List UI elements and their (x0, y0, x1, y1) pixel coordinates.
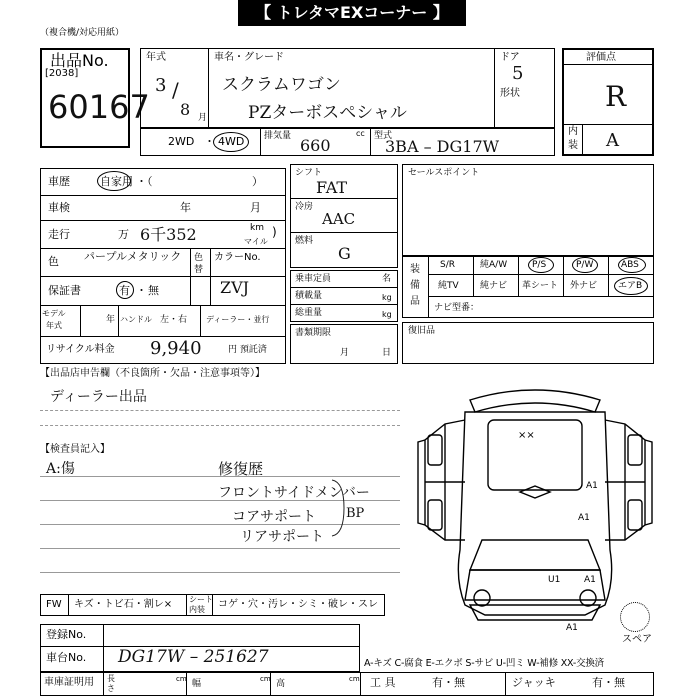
car-diagram (410, 380, 660, 635)
equipment-label-2: 備 (410, 280, 420, 291)
mileage-km: km (250, 223, 264, 233)
displacement-value: 660 (300, 136, 331, 155)
equip-abs: ABS (621, 260, 639, 270)
cert-label: 車庫証明用 (44, 677, 94, 688)
year-label: 年式 (146, 52, 166, 63)
inspector-line-3: コアサポート (232, 509, 316, 525)
equip-aw: 純A/W (480, 260, 508, 270)
shift-value: FAT (316, 178, 348, 197)
color-side-1: 色 (194, 253, 204, 263)
shift-label: シフト (295, 168, 323, 178)
model-year-label-1: モデル (42, 309, 66, 318)
lot-label: 出品No. (50, 51, 109, 70)
interior-label-1: 内 (568, 126, 578, 137)
capacity-label: 乗車定員 (295, 274, 332, 284)
load-label: 積載量 (295, 291, 323, 301)
cert-width: 幅 (192, 679, 202, 689)
vehicle-detail-table (40, 168, 286, 364)
model-name: スクラムワゴン (222, 75, 341, 95)
load-unit: kg (382, 293, 392, 302)
bracket-mark (330, 478, 350, 538)
year-slash: / (172, 78, 179, 102)
equip-sr: S/R (440, 260, 455, 270)
equip-tv: 純TV (438, 281, 459, 291)
cert-height: 高 (276, 679, 286, 689)
doors-label: ドア (500, 52, 520, 63)
equip-ps: P/S (532, 260, 547, 270)
history-value: 自家用 (100, 175, 133, 188)
color-label: 色 (48, 255, 59, 268)
mark-xx: ×× (518, 430, 535, 441)
drive-2wd: 2WD (168, 135, 195, 148)
recycle-value: 9,940 (150, 338, 202, 359)
model-year-label-2: 年式 (46, 321, 62, 330)
interior-label-2: 装 (568, 140, 578, 151)
inspector-left: A:傷 (46, 461, 75, 477)
capacity-unit: 名 (382, 274, 392, 284)
fuel-label: 燃料 (295, 236, 314, 246)
mileage-label: 走行 (48, 228, 70, 241)
spare-label: スペア (622, 634, 652, 645)
tools-label: 工 具 (370, 676, 396, 689)
cert-length-cm: cm (176, 675, 187, 683)
sales-point-label: セールスポイント (408, 168, 480, 178)
aircon-value: AAC (322, 210, 356, 228)
equipment-label-3: 品 (410, 296, 420, 307)
reg-no-label: 登録No. (46, 628, 87, 641)
weight-unit: kg (382, 310, 392, 319)
dealer-label: ディーラー・並行 (206, 315, 270, 324)
color-code-label: カラーNo. (214, 252, 261, 263)
type-value: 3BA – DG17W (385, 137, 500, 156)
doc-period-label: 書類期限 (295, 328, 332, 338)
displacement-unit: cc (356, 129, 365, 138)
aircon-label: 冷房 (295, 202, 314, 212)
recycle-label: リサイクル料金 (46, 344, 115, 355)
month-value: 8 (180, 100, 191, 119)
equip-navi: 純ナビ (480, 281, 508, 291)
inspector-line-1: 修復歴 (218, 460, 264, 478)
damage-legend: A-キズ C-腐食 E-エクボ S-サビ U-凹ミ W-補修 XX-交換済 (364, 658, 604, 669)
mark-a1-3: A1 (584, 575, 596, 585)
recycle-unit: 円 預託済 (228, 345, 267, 355)
mileage-value: 6千352 (140, 225, 197, 244)
rating-label: 評価点 (586, 52, 616, 63)
model-grade: PZターボスペシャル (248, 103, 407, 123)
chassis-label: 車台No. (46, 651, 87, 664)
inspector-notes-label: 【検査員記入】 (40, 444, 110, 455)
color-code-value: ZVJ (220, 278, 250, 297)
cert-length-2: さ (107, 684, 115, 693)
doc-period-month: 月 (340, 348, 350, 358)
type-label: 型式 (374, 131, 393, 141)
mark-a1-2: A1 (578, 513, 590, 523)
top-note: （複合機/対応用紙） (40, 28, 125, 38)
page-header: 【 トレタマEXコーナー 】 (238, 0, 466, 26)
cert-width-cm: cm (260, 675, 271, 683)
mark-a1-4: A1 (566, 623, 578, 633)
equip-ext-navi: 外ナビ (570, 281, 598, 291)
equip-pw: P/W (576, 260, 594, 270)
equipment-label-1: 装 (410, 264, 420, 275)
restore-box (402, 322, 654, 364)
condition-seat-2: 内装 (189, 605, 205, 614)
condition-fw: FW (46, 599, 62, 610)
doors-value: 5 (512, 63, 524, 84)
exhibitor-notes-value: ディーラー出品 (50, 389, 147, 405)
chassis-value: DG17W – 251627 (118, 647, 269, 667)
mark-a1-1: A1 (586, 481, 598, 491)
spare-icon (620, 602, 650, 632)
lot-number: 60167 (48, 88, 150, 126)
warranty-yes: 有 (119, 284, 130, 297)
doc-period-day: 日 (382, 348, 392, 358)
drive-4wd: 4WD (218, 135, 245, 148)
jack-label: ジャッキ (512, 676, 556, 689)
year-value: 3 (155, 75, 167, 96)
shape-label: 形状 (500, 88, 520, 99)
condition-seat-1: シート (189, 595, 213, 604)
displacement-label: 排気量 (264, 131, 292, 141)
inspector-line-4: リアサポート (240, 529, 324, 545)
cert-height-cm: cm (349, 675, 360, 683)
model-year-unit: 年 (106, 315, 116, 325)
inspection-month: 月 (250, 201, 261, 214)
mileage-mile: マイル (244, 237, 268, 246)
inspection-label: 車検 (48, 201, 70, 214)
weight-label: 総重量 (295, 308, 323, 318)
warranty-label: 保証書 (48, 284, 81, 297)
month-unit: 月 (198, 113, 208, 123)
lot-sub: [2038] (45, 68, 79, 79)
restore-label: 復旧品 (408, 326, 436, 336)
model-label: 車名・グレード (214, 52, 284, 63)
cert-row (40, 672, 654, 696)
condition-items-2: コゲ・穴・汚レ・シミ・破レ・スレ (218, 599, 378, 610)
rating-value: R (605, 80, 627, 113)
handle-lr: 左・右 (160, 315, 188, 325)
tools-value: 有・無 (432, 676, 465, 689)
exhibitor-notes-label: 【出品店申告欄（不良箇所・欠品・注意事項等）】 (40, 368, 265, 379)
mileage-man: 万 (118, 228, 129, 241)
navi-model-label: ナビ型番： (434, 303, 480, 313)
equip-leather: 革シート (522, 281, 559, 291)
fuel-value: G (338, 244, 351, 263)
cert-length-1: 長 (107, 674, 115, 683)
inspection-year: 年 (180, 201, 191, 214)
handle-label: ハンドル (120, 315, 152, 324)
inspector-line-2: フロントサイドメンバー (218, 485, 370, 501)
jack-value: 有・無 (592, 676, 625, 689)
mark-u1: U1 (548, 575, 561, 585)
inspector-bp: BP (346, 506, 365, 521)
warranty-no: 無 (148, 284, 159, 297)
history-dot: ・（ (136, 175, 153, 188)
color-side-2: 替 (194, 265, 204, 275)
interior-value: A (606, 130, 619, 151)
history-label: 車歴 (48, 175, 70, 188)
color-value: パープルメタリック (84, 250, 182, 263)
condition-items: キズ・トビ石・割レ× (74, 599, 173, 610)
equip-airbag: エアB (618, 281, 643, 291)
history-close: ） (252, 175, 263, 188)
